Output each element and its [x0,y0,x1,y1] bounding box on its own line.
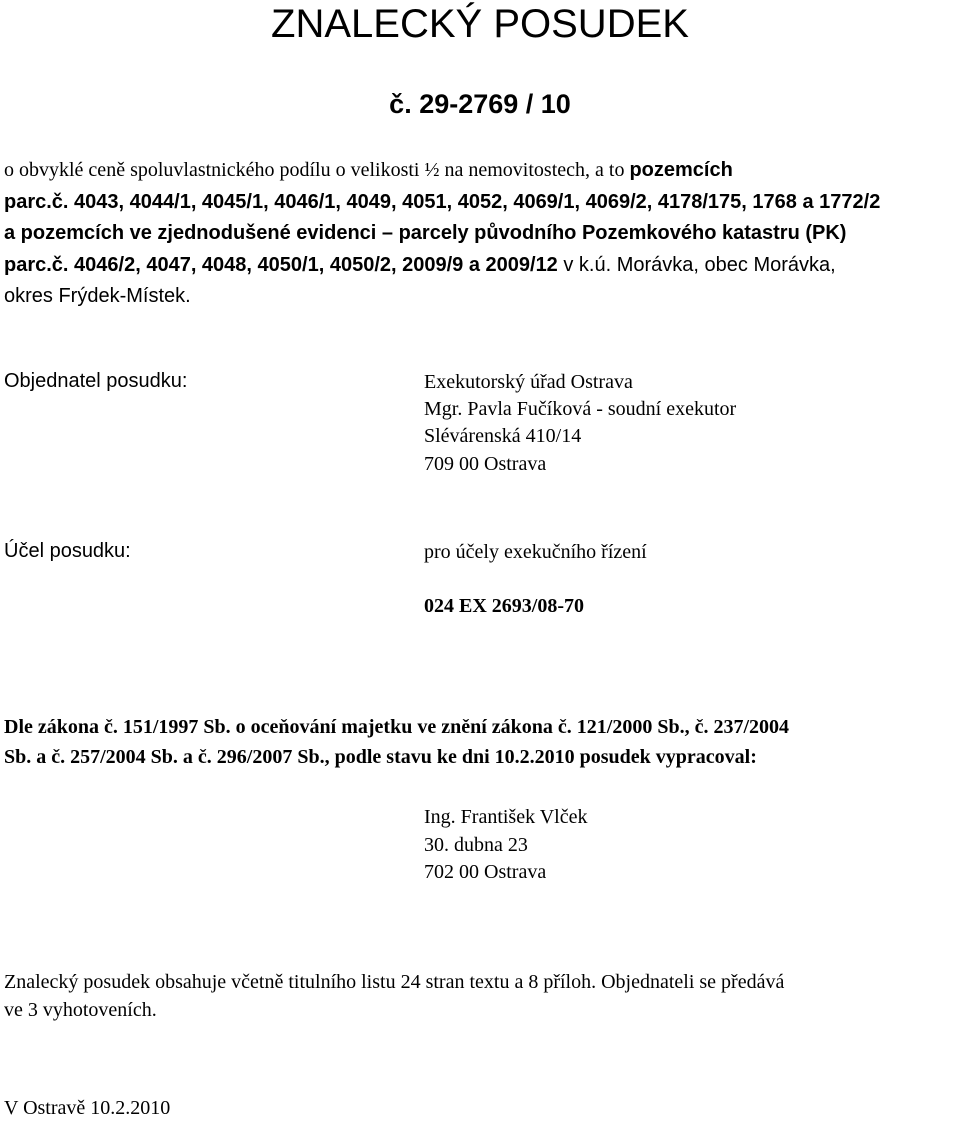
purpose-label: Účel posudku: [4,540,131,562]
closing-note-line-2: ve 3 vyhotoveních. [4,999,157,1021]
intro-line-1-text: o obvyklé ceně spoluvlastnického podílu o velikosti ½ na nemovitostech, a to [4,159,630,181]
document-title: ZNALECKÝ POSUDEK [271,2,689,46]
place-date: V Ostravě 10.2.2010 [4,1097,171,1119]
closing-note [4,968,956,1024]
client-line-1: Exekutorský úřad Ostrava [424,371,633,393]
expert-name: Ing. František Vlček [424,806,588,828]
intro-line-4-text: v k.ú. Morávka, obec Morávka, [557,253,836,276]
purpose-value: pro účely exekučního řízení [424,541,647,563]
document-number: č. 29-2769 / 10 [389,89,571,119]
case-number: 024 EX 2693/08-70 [424,595,584,617]
client-line-4: 709 00 Ostrava [424,453,547,475]
expert-city: 702 00 Ostrava [424,861,547,883]
client-label: Objednatel posudku: [4,370,188,392]
law-paragraph [4,712,956,772]
intro-line-3: a pozemcích ve zjednodušené evidenci – parcely původního Pozemkového katastru (PK) [4,222,847,244]
intro-paragraph [4,155,956,313]
law-line-2: Sb. a č. 257/2004 Sb. a č. 296/2007 Sb., podle stavu ke dni 10.2.2010 posudek vypracoval: [4,746,757,768]
law-line-1: Dle zákona č. 151/1997 Sb. o oceňování majetku ve znění zákona č. 121/2000 Sb., č. 237/2004 [4,716,790,738]
client-line-2: Mgr. Pavla Fučíková - soudní exekutor [424,398,737,420]
closing-note-line-1: Znalecký posudek obsahuje včetně titulního listu 24 stran textu a 8 příloh. Objednateli se předává [4,971,785,993]
intro-line-4-bold: parc.č. 4046/2, 4047, 4048, 4050/1, 4050/2, 2009/9 a 2009/12 [4,253,558,276]
intro-line-1-bold: pozemcích [629,159,733,181]
intro-line-2: parc.č. 4043, 4044/1, 4045/1, 4046/1, 4049, 4051, 4052, 4069/1, 4069/2, 4178/175, 1768 a 1772/2 [4,190,881,213]
expert-street: 30. dubna 23 [424,834,528,856]
intro-line-1 [4,155,956,187]
intro-line-5: okres Frýdek-Místek. [4,285,191,307]
client-line-3: Slévárenská 410/14 [424,425,582,447]
intro-line-4 [4,250,956,282]
